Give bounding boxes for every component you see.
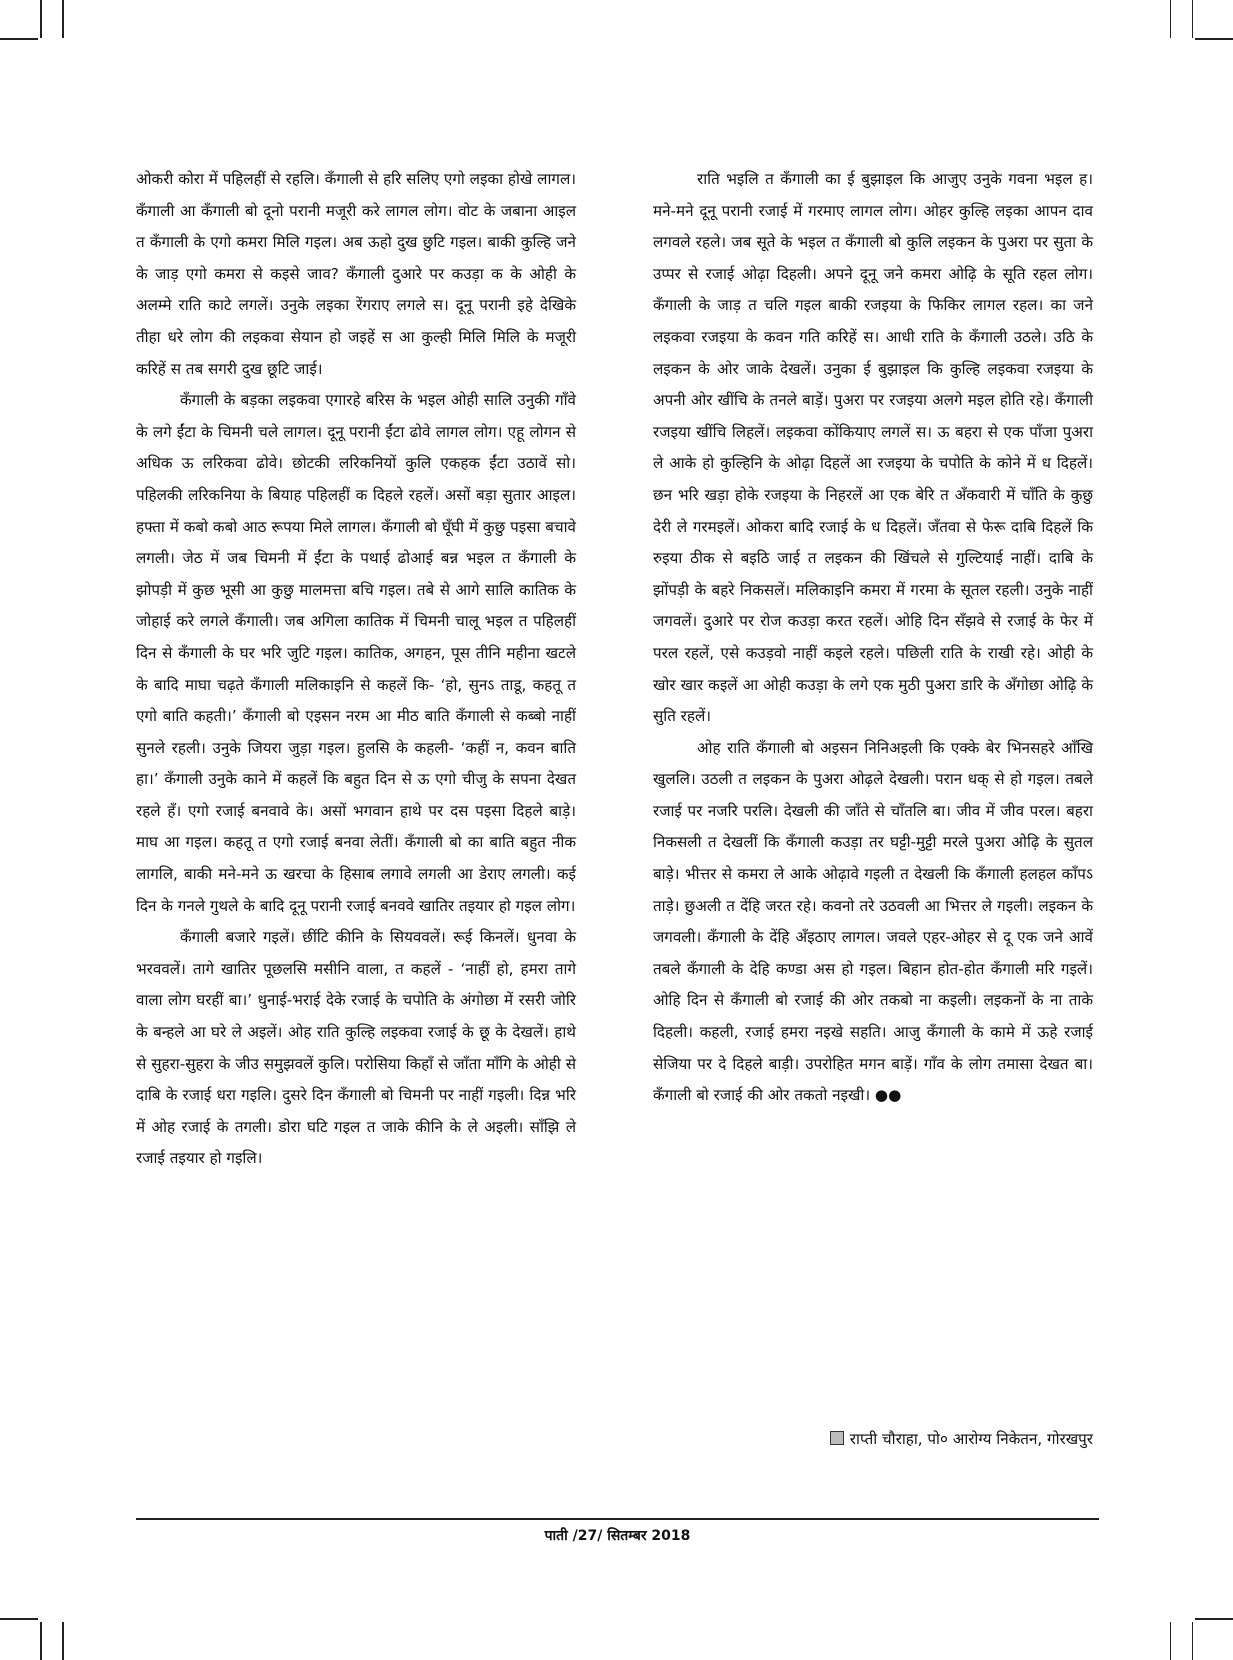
right-column: [653, 164, 1093, 1112]
crop-mark: [1195, 1618, 1233, 1620]
crop-mark: [0, 38, 38, 40]
crop-mark: [1192, 1622, 1194, 1660]
paragraph: ओकरी कोरा में पहिलहीं से रहलि। कँगाली से हरि सलिए एगो लइका होखे लागल। कँगाली आ कँगाली बो दूनो परानी मजूरी करे लागल लोग। वोट के जबाना आइल त कँगाली के एगो कमरा मिलि गइल। अब ऊहो दुख छुटि गइल। बाकी कुल्हि जने के जाड़ एगो कमरा से कइसे जाव? कँगाली दुआरे पर कउड़ा क के ओही के अलम्मे राति काटे लगलें। उनुके लइका रेंगराए लगले स। दूनू परानी इहे देखिके तीहा धरे लोग की लइकवा सेयान हो जइहें स आ कुल्ही मिलि मिलि के मजूरी करिहें स तब सगरी दुख छूटि जाई।: [136, 170, 576, 378]
footer-rule: [136, 1518, 1099, 1520]
square-bullet-icon: [830, 1431, 844, 1445]
paragraph: कँगाली बजारे गइलें। छींटि कीनि के सियववलें। रूई किनलें। धुनवा के भरववलें। तागे खातिर पूछलसि मसीनि वाला, त कहलें - ‘नाहीं हो, हमरा तागे वाला लोग घरहीं बा।’ धुनाई-भराई देके रजाई के चपोति के अंगोछा में रसरी जोरि के बन्हले आ घरे ले अइलें। ओह राति कुल्हि लइकवा रजाई के छू के देखलें। हाथे से सुहरा-सुहरा के जीउ समुझवलें कुलि। परोसिया किहाँ से जाँता माँगि के ओही से दाबि के रजाई धरा गइलि। दुसरे दिन कँगाली बो चिमनी पर नाहीं गइली। दिन्न भरि में ओह रजाई के तगली। डोरा घटि गइल त जाके कीनि के ले अइली। साँझि ले रजाई तइयार हो गइलि।: [136, 928, 576, 1168]
crop-mark: [40, 1622, 42, 1660]
crop-mark: [1195, 38, 1233, 40]
crop-mark: [1192, 0, 1194, 38]
paragraph: राति भइलि त कँगाली का ई बुझाइल कि आजुए उनुके गवना भइल ह। मने-मने दूनू परानी रजाई में गरमाए लागल लोग। ओहर कुल्हि लइका आपन दाव लगवले रहले। जब सूते के भइल त कँगाली बो कुलि लइकन के पुअरा पर सुता के उप्पर से रजाई ओढ़ा दिहली। अपने दूनू जने कमरा ओढ़ि के सूति रहल लोग। कँगाली के जाड़ त चलि गइल बाकी रजइया के फिकिर लागल रहल। का जने लइकवा रजइया के कवन गति करिहें स। आधी राति के कँगाली उठले। उठि के लइकन के ओर जाके देखलें। उनुका ई बुझाइल कि कुल्हि लइकवा रजइया के अपनी ओर खींचि के तनले बाड़ें। पुअरा पर रजइया अलगे मइल होति रहे। कँगाली रजइया खींचि लिहलें। लइकवा कोंकियाए लगलें स। ऊ बहरा से एक पाँजा पुअरा ले आके हो कुल्हिनि के ओढ़ा दिहलें आ रजइया के चपोति के कोने में ध दिहलें। छन भरि खड़ा होके रजइया के निहरलें आ एक बेरि त अँकवारी में चाँति के कुछु देरी ले गरमइलें। ओकरा बादि रजाई के ध दिहलें। जँतवा से फेरू दाबि दिहलें कि रुइया ठीक से बइठि जाई त लइकन की खिंचले से गुल्टियाई नाहीं। दाबि के झोंपड़ी के बहरे निकसलें। मलिकाइनि कमरा में गरमा के सूतल रहली। उनुके नाहीं जगवलें। दुआरे पर रोज कउड़ा करत रहलें। ओहि दिन सँझवे से रजाई के फेर में परल रहलें, एसे कउड़वो नाहीं कइले रहले। पछिली राति के राखी रहे। ओही के खोर खार कइलें आ ओही कउड़ा के लगे एक मुठी पुअरा डारि के अँगोछा ओढ़ि के सुति रहलें।: [653, 170, 1093, 726]
crop-mark: [62, 0, 64, 38]
left-column: [136, 164, 576, 1175]
paragraph: ओह राति कँगाली बो अइसन निनिअइली कि एक्के बेर भिनसहरे आँखि खुललि। उठली त लइकन के पुअरा ओढ़ले देखली। परान धक् से हो गइल। तबले रजाई पर नजरि परलि। देखली की जाँते से चाँतलि बा। जीव में जीव परल। बहरा निकसली त देखलीं कि कँगाली कउड़ा तर घट्टी-मुट्टी मरले पुअरा ओढ़ि के सुतल बाड़े। भीत्तर से कमरा ले आके ओढ़ावे गइली त देखली कि कँगाली हलहल काँपऽ ताड़े। छुअली त देंहि जरत रहे। कवनो तरे उठवली आ भित्तर ले गइली। लइकन के जगवली। कँगाली के देंहि अँइठाए लागल। जवले एहर-ओहर से दू एक जने आवें तबले कँगाली के देहि कण्डा अस हो गइल। बिहान होत-होत कँगाली मरि गइलें। ओहि दिन से कँगाली बो रजाई की ओर तकबो ना कइली। लइकनों के ना ताके दिहली। कहली, रजाई हमरा नइखे सहति। आजु कँगाली के कामे में ऊहे रजाई सेजिया पर दे दिहले बाड़ी। उपरोहित मगन बाड़ें। गाँव के लोग तमासा देखत बा। कँगाली बो रजाई की ओर तकतो नइखी। ●●: [653, 738, 1093, 1105]
author-address: [653, 1424, 1093, 1454]
page-folio: पाती /27/ सितम्बर 2018: [544, 1528, 691, 1544]
paragraph: कँगाली के बड़का लइकवा एगारहे बरिस के भइल ओही सालि उनुकी गाँवे के लगे ईंटा के चिमनी चले लागल। दूनू परानी ईंटा ढोवे लागल लोग। एहू लोगन से अधिक ऊ लरिकवा ढोवे। छोटकी लरिकनियों कुलि एकहक ईंटा उठावें सो। पहिलकी लरिकनिया के बियाह पहिलहीं क दिहले रहलें। असों बड़ा सुतार आइल। हफ्ता में कबो कबो आठ रूपया मिले लागल। कँगाली बो घूँघी में कुछु पइसा बचावे लगली। जेठ में जब चिमनी में ईंटा के पथाई ढोआई बन्न भइल त कँगाली के झोपड़ी में कुछ भूसी आ कुछु मालमत्ता बचि गइल। तबे से आगे सालि कातिक के जोहाई करे लगले कँगाली। जब अगिला कातिक में चिमनी चालू भइल त पहिलहीं दिन से कँगाली के घर भरि जुटि गइल। कातिक, अगहन, पूस तीनि महीना खटले के बादि माघा चढ़ते कँगाली मलिकाइनि से कहलें कि- ‘हो, सुनऽ ताडू, कहतू त एगो बाति कहती।’ कँगाली बो एइसन नरम आ मीठ बाति कँगाली से कब्बो नाहीं सुनले रहली। उनुके जियरा जुड़ा गइल। हुलसि के कहली- ‘कहीं न, कवन बाति हा।’ कँगाली उनुके काने में कहलें कि बहुत दिन से ऊ एगो चीजु के सपना देखत रहले हँ। एगो रजाई बनवावे के। असों भगवान हाथे पर दस पइसा दिहले बाड़े। माघ आ गइल। कहतू त एगो रजाई बनवा लेतीं। कँगाली बो का बाति बहुत नीक लागलि, बाकी मने-मने ऊ खरचा के हिसाब लगावे लगली आ डेराए लगली। कई दिन के गनले गुथले के बादि दूनू परानी रजाई बनववे खातिर तइयार हो गइल लोग।: [136, 391, 576, 915]
crop-mark: [62, 1622, 64, 1660]
author-address-text: राप्ती चौराहा, पो० आरोग्य निकेतन, गोरखपुर: [849, 1430, 1093, 1448]
crop-mark: [1170, 0, 1172, 38]
crop-mark: [1170, 1622, 1172, 1660]
crop-mark: [40, 0, 42, 38]
crop-mark: [0, 1618, 38, 1620]
